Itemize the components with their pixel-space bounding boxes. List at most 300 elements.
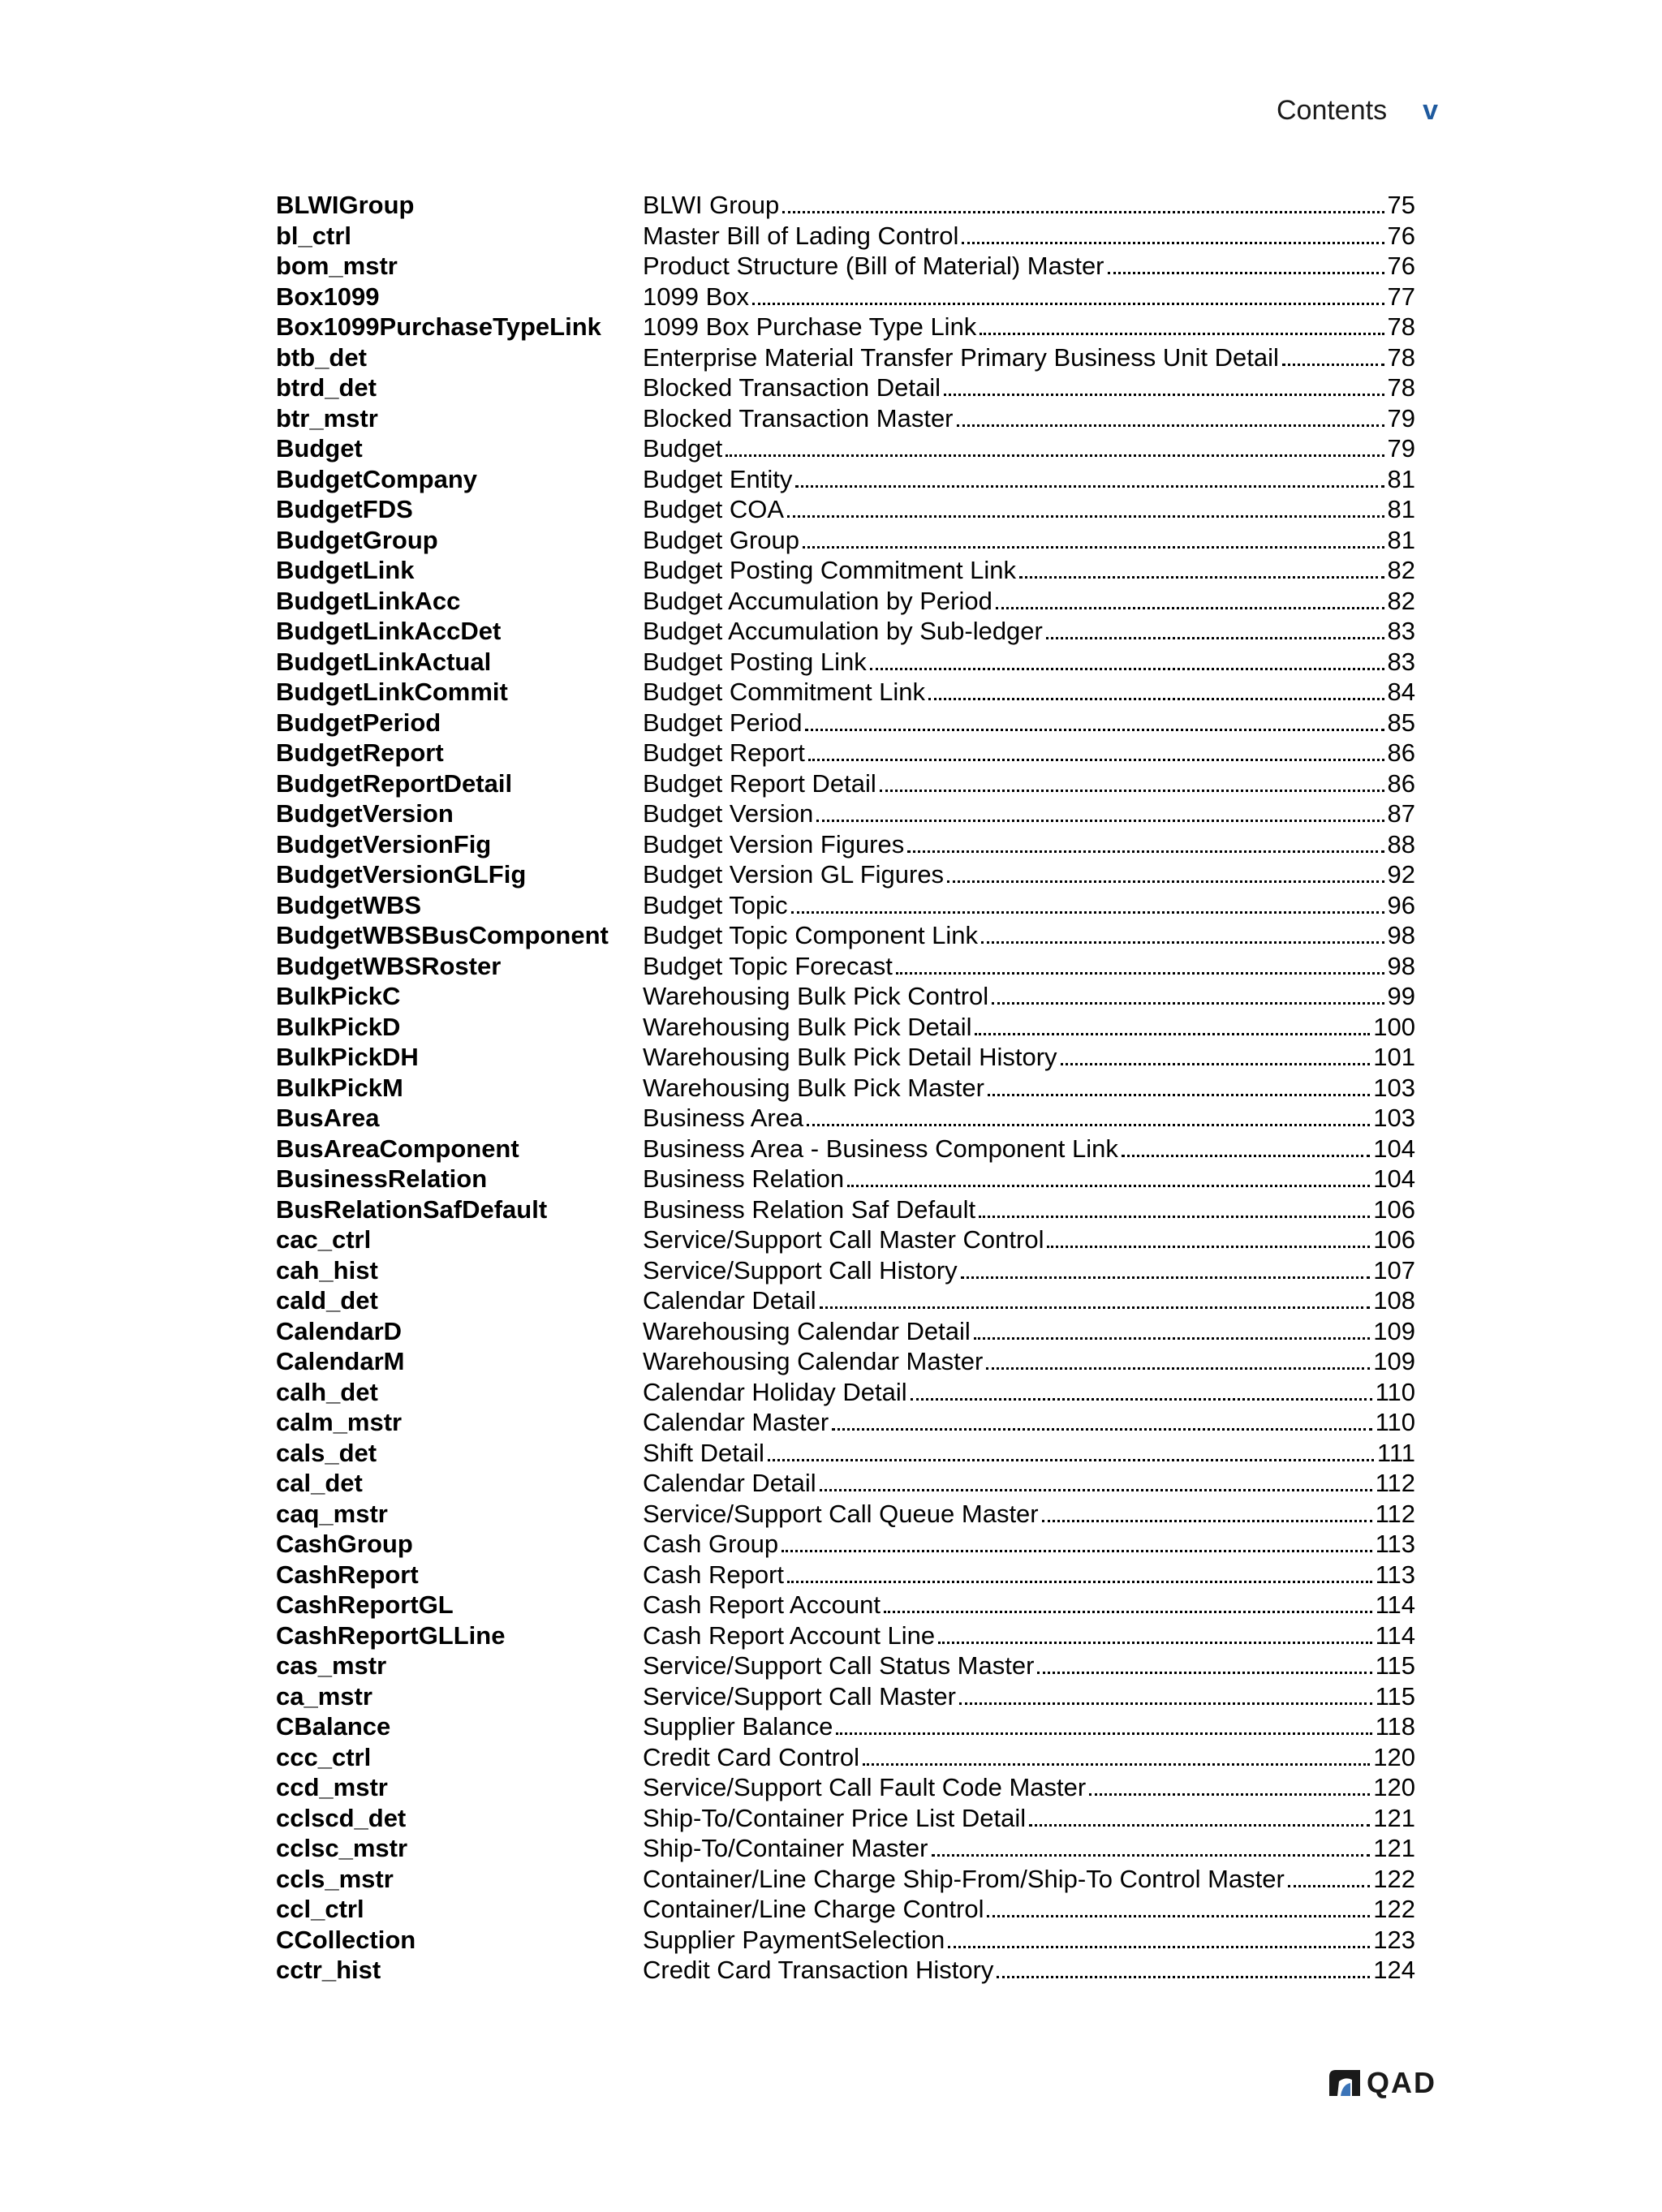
toc-dot-leader — [787, 515, 1384, 518]
toc-entry-link[interactable] — [643, 798, 1415, 829]
toc-dot-leader — [979, 1216, 1370, 1218]
toc-description: Service/Support Call Master Control — [643, 1225, 1044, 1254]
toc-row[interactable] — [276, 1650, 1415, 1681]
toc-description: Budget Accumulation by Period — [643, 586, 992, 615]
toc-table-name: BudgetWBS — [276, 890, 422, 919]
toc-table-name: btb_det — [276, 342, 367, 372]
toc-table-name: cclsc_mstr — [276, 1834, 408, 1862]
toc-description: Blocked Transaction Detail — [643, 373, 941, 402]
toc-table-name: BudgetReport — [276, 738, 444, 767]
toc-row[interactable] — [276, 951, 1415, 982]
toc-dot-leader — [1282, 364, 1384, 366]
toc-row[interactable] — [276, 1042, 1415, 1073]
toc-page-number: 76 — [1387, 252, 1415, 280]
toc-row[interactable] — [276, 1194, 1415, 1225]
toc-row[interactable] — [276, 251, 1415, 282]
toc-page-number: 99 — [1387, 982, 1415, 1010]
toc-page-number: 78 — [1387, 342, 1415, 372]
toc-table-name: BudgetVersionGLFig — [276, 860, 527, 889]
toc-row[interactable] — [276, 1316, 1415, 1347]
toc-dot-leader — [880, 790, 1384, 792]
toc-page-number: 82 — [1387, 556, 1415, 584]
toc-description: Credit Card Control — [643, 1742, 860, 1771]
toc-description: Business Area - Business Component Link — [643, 1134, 1118, 1163]
toc-row[interactable] — [276, 1560, 1415, 1590]
toc-description: Business Relation Saf Default — [643, 1194, 976, 1224]
header-page-number: v — [1423, 94, 1438, 126]
toc-dot-leader — [1122, 1155, 1370, 1157]
toc-table-name: BusinessRelation — [276, 1164, 488, 1193]
toc-page-number: 78 — [1387, 312, 1415, 341]
toc-page-number: 115 — [1375, 1651, 1415, 1680]
toc-description: Budget Commitment Link — [643, 678, 926, 706]
toc-dot-leader — [816, 820, 1384, 822]
toc-dot-leader — [795, 485, 1384, 488]
toc-row[interactable] — [276, 738, 1415, 768]
toc-page-number: 114 — [1375, 1590, 1415, 1619]
toc-entry-link[interactable] — [643, 1955, 1415, 1986]
toc-description: Service/Support Call Status Master — [643, 1651, 1035, 1680]
toc-entry-link[interactable] — [643, 251, 1415, 282]
toc-entry-link[interactable] — [643, 1377, 1415, 1408]
toc-dot-leader — [981, 941, 1384, 944]
toc-row[interactable] — [276, 1620, 1415, 1651]
toc-entry-link[interactable] — [643, 1316, 1415, 1347]
toc-table-name: cctr_hist — [276, 1956, 381, 1984]
toc-entry-link[interactable] — [643, 1194, 1415, 1225]
toc-row[interactable] — [276, 586, 1415, 617]
toc-page-number: 86 — [1387, 738, 1415, 767]
toc-row[interactable] — [276, 1134, 1415, 1164]
toc-page-number: 84 — [1387, 678, 1415, 706]
toc-row[interactable] — [276, 616, 1415, 647]
toc-entry-link[interactable] — [643, 312, 1415, 342]
toc-table-name: CalendarD — [276, 1316, 403, 1345]
toc-dot-leader — [1108, 272, 1384, 274]
toc-dot-leader — [808, 759, 1384, 761]
toc-description: Warehousing Calendar Detail — [643, 1316, 971, 1345]
toc-dot-leader — [1061, 1063, 1371, 1065]
toc-dot-leader — [992, 1002, 1384, 1005]
toc-entry-link[interactable] — [643, 859, 1415, 890]
toc-entry-link[interactable] — [643, 403, 1415, 434]
toc-page-number: 103 — [1373, 1104, 1415, 1132]
toc-description: Credit Card Transaction History — [643, 1956, 994, 1984]
toc-table-name: CCollection — [276, 1925, 416, 1954]
toc-table-name: Budget — [276, 434, 363, 463]
toc-dot-leader — [997, 1976, 1370, 1978]
toc-page-number: 124 — [1373, 1956, 1415, 1984]
toc-dot-leader — [974, 1337, 1370, 1340]
toc-row[interactable] — [276, 221, 1415, 252]
toc-description: Service/Support Call Queue Master — [643, 1499, 1039, 1528]
toc-dot-leader — [726, 454, 1384, 457]
toc-table-name: BudgetLinkAcc — [276, 586, 461, 615]
toc-dot-leader — [803, 546, 1384, 549]
toc-description: 1099 Box Purchase Type Link — [643, 312, 977, 341]
toc-entry-link[interactable] — [643, 1772, 1415, 1803]
toc-table-name: cclscd_det — [276, 1803, 407, 1832]
toc-row[interactable] — [276, 1894, 1415, 1925]
toc-row[interactable] — [276, 1407, 1415, 1438]
toc-table-name: cas_mstr — [276, 1651, 387, 1680]
toc-row[interactable] — [276, 1255, 1415, 1286]
toc-row[interactable] — [276, 1438, 1415, 1469]
toc-row[interactable] — [276, 1955, 1415, 1986]
toc-row[interactable] — [276, 1346, 1415, 1377]
toc-dot-leader — [948, 1946, 1370, 1948]
toc-page-number: 103 — [1373, 1073, 1415, 1102]
toc-row[interactable] — [276, 312, 1415, 342]
toc-description: Warehousing Bulk Pick Master — [643, 1073, 984, 1102]
toc-table-name: BusAreaComponent — [276, 1134, 519, 1163]
toc-description: Calendar Holiday Detail — [643, 1377, 907, 1406]
toc-table-name: CashGroup — [276, 1530, 413, 1558]
toc-description: Product Structure (Bill of Material) Master — [643, 252, 1104, 280]
toc-entry-link[interactable] — [643, 586, 1415, 617]
toc-row[interactable] — [276, 342, 1415, 373]
toc-dot-leader — [896, 972, 1384, 975]
toc-entry-link[interactable] — [643, 221, 1415, 252]
toc-dot-leader — [938, 1642, 1371, 1644]
toc-description: Shift Detail — [643, 1438, 764, 1467]
toc-entry-link[interactable] — [643, 1833, 1415, 1864]
toc-page-number: 98 — [1387, 951, 1415, 980]
toc-table-name: CashReportGL — [276, 1590, 454, 1619]
toc-table-name: cac_ctrl — [276, 1225, 372, 1254]
logo-text: QAD — [1367, 2066, 1436, 2099]
toc-entry-link[interactable] — [643, 1803, 1415, 1834]
toc-page-number: 92 — [1387, 860, 1415, 889]
toc-row[interactable] — [276, 1681, 1415, 1712]
toc-row[interactable] — [276, 859, 1415, 890]
toc-table-name: BudgetFDS — [276, 495, 413, 523]
toc-dot-leader — [944, 394, 1384, 396]
toc-page-number: 83 — [1387, 647, 1415, 676]
toc-description: Cash Report Account Line — [643, 1620, 936, 1650]
toc-entry-link[interactable] — [643, 1255, 1415, 1286]
toc-dot-leader — [884, 1611, 1372, 1613]
toc-row[interactable] — [276, 190, 1415, 221]
toc-description: Budget Period — [643, 708, 803, 737]
page-header — [1277, 91, 1438, 130]
toc-row[interactable] — [276, 1711, 1415, 1742]
toc-entry-link[interactable] — [643, 1134, 1415, 1164]
toc-entry-link[interactable] — [643, 1864, 1415, 1895]
toc-table-name: BudgetReportDetail — [276, 768, 513, 798]
toc-entry-link[interactable] — [643, 1164, 1415, 1194]
toc-row[interactable] — [276, 403, 1415, 434]
toc-dot-leader — [996, 607, 1384, 609]
toc-table-name: BulkPickD — [276, 1012, 401, 1041]
toc-row[interactable] — [276, 372, 1415, 403]
toc-row[interactable] — [276, 1925, 1415, 1956]
toc-page-number: 79 — [1387, 434, 1415, 463]
toc-description: Warehousing Bulk Pick Detail History — [643, 1043, 1057, 1071]
toc-dot-leader — [1089, 1793, 1370, 1796]
toc-row[interactable] — [276, 981, 1415, 1012]
toc-dot-leader — [870, 668, 1384, 670]
toc-table-name: Box1099PurchaseTypeLink — [276, 312, 601, 341]
toc-entry-link[interactable] — [643, 768, 1415, 799]
toc-row[interactable] — [276, 1073, 1415, 1104]
toc-entry-link[interactable] — [643, 677, 1415, 708]
toc-description: Warehousing Bulk Pick Detail — [643, 1012, 972, 1041]
toc-page-number: 82 — [1387, 586, 1415, 615]
toc-row[interactable] — [276, 1224, 1415, 1255]
toc-dot-leader — [986, 1367, 1370, 1370]
toc-entry-link[interactable] — [643, 616, 1415, 647]
toc-row[interactable] — [276, 1529, 1415, 1560]
toc-entry-link[interactable] — [643, 282, 1415, 312]
toc-page-number: 112 — [1375, 1469, 1415, 1497]
toc-description: Budget Report — [643, 738, 805, 767]
toc-dot-leader — [787, 1581, 1372, 1583]
toc-row[interactable] — [276, 525, 1415, 556]
toc-entry-link[interactable] — [643, 829, 1415, 860]
toc-table-name: BudgetPeriod — [276, 708, 441, 737]
toc-row[interactable] — [276, 677, 1415, 708]
toc-row[interactable] — [276, 1103, 1415, 1134]
toc-description: BLWI Group — [643, 191, 780, 219]
toc-entry-link[interactable] — [643, 1620, 1415, 1651]
toc-entry-link[interactable] — [643, 1285, 1415, 1316]
toc-description: Budget Topic Forecast — [643, 951, 893, 980]
toc-description: Budget Group — [643, 525, 800, 554]
toc-dot-leader — [961, 1276, 1371, 1279]
toc-entry-link[interactable] — [643, 372, 1415, 403]
toc-table-name: btr_mstr — [276, 403, 378, 433]
toc-row[interactable] — [276, 890, 1415, 921]
toc-entry-link[interactable] — [643, 1073, 1415, 1104]
toc-description: Container/Line Charge Control — [643, 1895, 984, 1923]
toc-row[interactable] — [276, 1803, 1415, 1834]
toc-dot-leader — [847, 1185, 1370, 1187]
toc-description: Budget Topic — [643, 890, 788, 919]
toc-entry-link[interactable] — [643, 1438, 1415, 1469]
toc-entry-link[interactable] — [643, 981, 1415, 1012]
toc-page-number: 120 — [1373, 1773, 1415, 1801]
toc-table-name: bl_ctrl — [276, 221, 352, 250]
toc-table-name: cald_det — [276, 1286, 378, 1315]
toc-dot-leader — [1037, 1672, 1371, 1674]
toc-description: Calendar Master — [643, 1408, 829, 1436]
toc-description: Service/Support Call Fault Code Master — [643, 1773, 1087, 1801]
toc-page-number: 110 — [1375, 1408, 1415, 1436]
qad-logo — [1328, 2066, 1436, 2100]
toc-dot-leader — [1019, 576, 1384, 579]
toc-row[interactable] — [276, 1468, 1415, 1499]
toc-page-number: 100 — [1373, 1012, 1415, 1041]
toc-entry-link[interactable] — [643, 708, 1415, 738]
toc-dot-leader — [987, 1915, 1370, 1917]
toc-row[interactable] — [276, 433, 1415, 464]
toc-row[interactable] — [276, 1285, 1415, 1316]
toc-entry-link[interactable] — [643, 890, 1415, 921]
toc-table-name: BudgetVersionFig — [276, 829, 492, 859]
toc-table-name: BudgetLinkCommit — [276, 678, 508, 706]
toc-entry-link[interactable] — [643, 1560, 1415, 1590]
toc-page-number: 81 — [1387, 495, 1415, 523]
toc-table-name: ccd_mstr — [276, 1773, 388, 1801]
toc-row[interactable] — [276, 708, 1415, 738]
toc-table-name: CashReport — [276, 1560, 419, 1589]
toc-description: Business Relation — [643, 1164, 845, 1193]
toc-entry-link[interactable] — [643, 1650, 1415, 1681]
toc-description: Budget Accumulation by Sub-ledger — [643, 617, 1043, 645]
toc-description: Ship-To/Container Price List Detail — [643, 1803, 1027, 1832]
toc-row[interactable] — [276, 1012, 1415, 1043]
toc-page-number: 109 — [1373, 1316, 1415, 1345]
toc-dot-leader — [947, 880, 1384, 883]
toc-entry-link[interactable] — [643, 1681, 1415, 1712]
toc-table-name: ccc_ctrl — [276, 1742, 372, 1771]
toc-table-name: BudgetGroup — [276, 525, 438, 554]
toc-page-number: 81 — [1387, 464, 1415, 493]
toc-dot-leader — [791, 911, 1384, 914]
toc-description: Budget — [643, 434, 723, 463]
toc-page-number: 123 — [1373, 1925, 1415, 1954]
toc-description: Warehousing Bulk Pick Control — [643, 982, 989, 1010]
toc-row[interactable] — [276, 494, 1415, 525]
toc-description: 1099 Box — [643, 282, 749, 311]
toc-page-number: 78 — [1387, 373, 1415, 402]
toc-entry-link[interactable] — [643, 1499, 1415, 1530]
toc-entry-link[interactable] — [643, 1742, 1415, 1773]
toc-row[interactable] — [276, 829, 1415, 860]
toc-description: Budget Entity — [643, 464, 793, 493]
toc-description: Calendar Detail — [643, 1469, 816, 1497]
toc-table-name: ca_mstr — [276, 1681, 372, 1711]
toc-row[interactable] — [276, 1772, 1415, 1803]
toc-dot-leader — [863, 1763, 1370, 1766]
toc-dot-leader — [1046, 637, 1384, 639]
toc-dot-leader — [932, 1854, 1371, 1857]
toc-page-number: 79 — [1387, 403, 1415, 433]
toc-page-number: 114 — [1375, 1620, 1415, 1650]
toc-page-number: 112 — [1375, 1499, 1415, 1528]
toc-entry-link[interactable] — [643, 1042, 1415, 1073]
toc-table-name: CashReportGLLine — [276, 1620, 506, 1650]
toc-row[interactable] — [276, 464, 1415, 495]
toc-entry-link[interactable] — [643, 555, 1415, 586]
toc-entry-link[interactable] — [643, 1346, 1415, 1377]
toc-page-number: 110 — [1375, 1377, 1415, 1406]
toc-row[interactable] — [276, 920, 1415, 951]
toc-entry-link[interactable] — [643, 738, 1415, 768]
toc-table-name: BudgetCompany — [276, 464, 477, 493]
toc-dot-leader — [752, 303, 1384, 305]
toc-table-name: CalendarM — [276, 1347, 405, 1375]
toc-table-name: BulkPickDH — [276, 1043, 419, 1071]
toc-dot-leader — [959, 1702, 1372, 1705]
toc-dot-leader — [1029, 1824, 1370, 1827]
toc-entry-link[interactable] — [643, 525, 1415, 556]
toc-dot-leader — [907, 850, 1384, 853]
toc-dot-leader — [805, 729, 1384, 731]
toc-page-number: 77 — [1387, 282, 1415, 311]
toc-row[interactable] — [276, 647, 1415, 678]
toc-description: Blocked Transaction Master — [643, 403, 954, 433]
toc-entry-link[interactable] — [643, 494, 1415, 525]
toc-entry-link[interactable] — [643, 1224, 1415, 1255]
toc-table-name: BLWIGroup — [276, 191, 415, 219]
toc-table-name: BudgetLinkActual — [276, 647, 492, 676]
toc-entry-link[interactable] — [643, 1894, 1415, 1925]
toc-dot-leader — [1047, 1246, 1370, 1248]
toc-entry-link[interactable] — [643, 190, 1415, 221]
toc-row[interactable] — [276, 1833, 1415, 1864]
toc-page-number: 118 — [1375, 1712, 1415, 1741]
toc-row[interactable] — [276, 282, 1415, 312]
toc-row[interactable] — [276, 1377, 1415, 1408]
toc-row[interactable] — [276, 768, 1415, 799]
toc-entry-link[interactable] — [643, 1590, 1415, 1620]
toc-description: Supplier Balance — [643, 1712, 833, 1741]
toc-table-name: cah_hist — [276, 1255, 378, 1285]
toc-table-name: cals_det — [276, 1438, 377, 1467]
toc-dot-leader — [928, 698, 1384, 700]
toc-dot-leader — [975, 1033, 1370, 1035]
toc-table-name: CBalance — [276, 1712, 391, 1741]
toc-table-name: BusRelationSafDefault — [276, 1194, 548, 1224]
toc-description: Warehousing Calendar Master — [643, 1347, 984, 1375]
toc-entry-link[interactable] — [643, 920, 1415, 951]
toc-page-number: 107 — [1373, 1255, 1415, 1285]
toc-entry-link[interactable] — [643, 433, 1415, 464]
toc-entry-link[interactable] — [643, 1529, 1415, 1560]
toc-row[interactable] — [276, 1590, 1415, 1620]
toc-page-number: 113 — [1375, 1530, 1415, 1558]
toc-table-name: BudgetLinkAccDet — [276, 617, 502, 645]
toc-page-number: 122 — [1373, 1895, 1415, 1923]
toc-row[interactable] — [276, 555, 1415, 586]
toc-entry-link[interactable] — [643, 647, 1415, 678]
toc-page-number: 122 — [1373, 1864, 1415, 1893]
toc-entry-link[interactable] — [643, 1711, 1415, 1742]
toc-entry-link[interactable] — [643, 464, 1415, 495]
toc-page-number: 75 — [1387, 191, 1415, 219]
toc-table-name: BudgetWBSBusComponent — [276, 921, 609, 949]
toc-entry-link[interactable] — [643, 1103, 1415, 1134]
toc-entry-link[interactable] — [643, 342, 1415, 373]
header-title: Contents — [1276, 94, 1388, 126]
toc-description: Supplier PaymentSelection — [643, 1925, 945, 1954]
toc-description: Budget Posting Commitment Link — [643, 556, 1017, 584]
toc-entry-link[interactable] — [643, 951, 1415, 982]
toc-page-number: 81 — [1387, 525, 1415, 554]
toc-entry-link[interactable] — [643, 1012, 1415, 1043]
toc-entry-link[interactable] — [643, 1468, 1415, 1499]
toc-table-name: BudgetVersion — [276, 799, 454, 828]
toc-row[interactable] — [276, 1864, 1415, 1895]
toc-row[interactable] — [276, 1499, 1415, 1530]
toc-dot-leader — [832, 1428, 1371, 1431]
toc-description: Cash Report Account — [643, 1590, 881, 1619]
toc-page-number: 115 — [1375, 1681, 1415, 1711]
toc-entry-link[interactable] — [643, 1925, 1415, 1956]
toc-row[interactable] — [276, 1164, 1415, 1194]
toc-dot-leader — [988, 1094, 1370, 1096]
toc-table-name: Box1099 — [276, 282, 380, 311]
toc-page-number: 104 — [1373, 1134, 1415, 1163]
toc-page-number: 86 — [1387, 768, 1415, 798]
toc-row[interactable] — [276, 798, 1415, 829]
toc-page-number: 85 — [1387, 708, 1415, 737]
toc-entry-link[interactable] — [643, 1407, 1415, 1438]
toc-dot-leader — [1288, 1885, 1370, 1887]
toc-row[interactable] — [276, 1742, 1415, 1773]
